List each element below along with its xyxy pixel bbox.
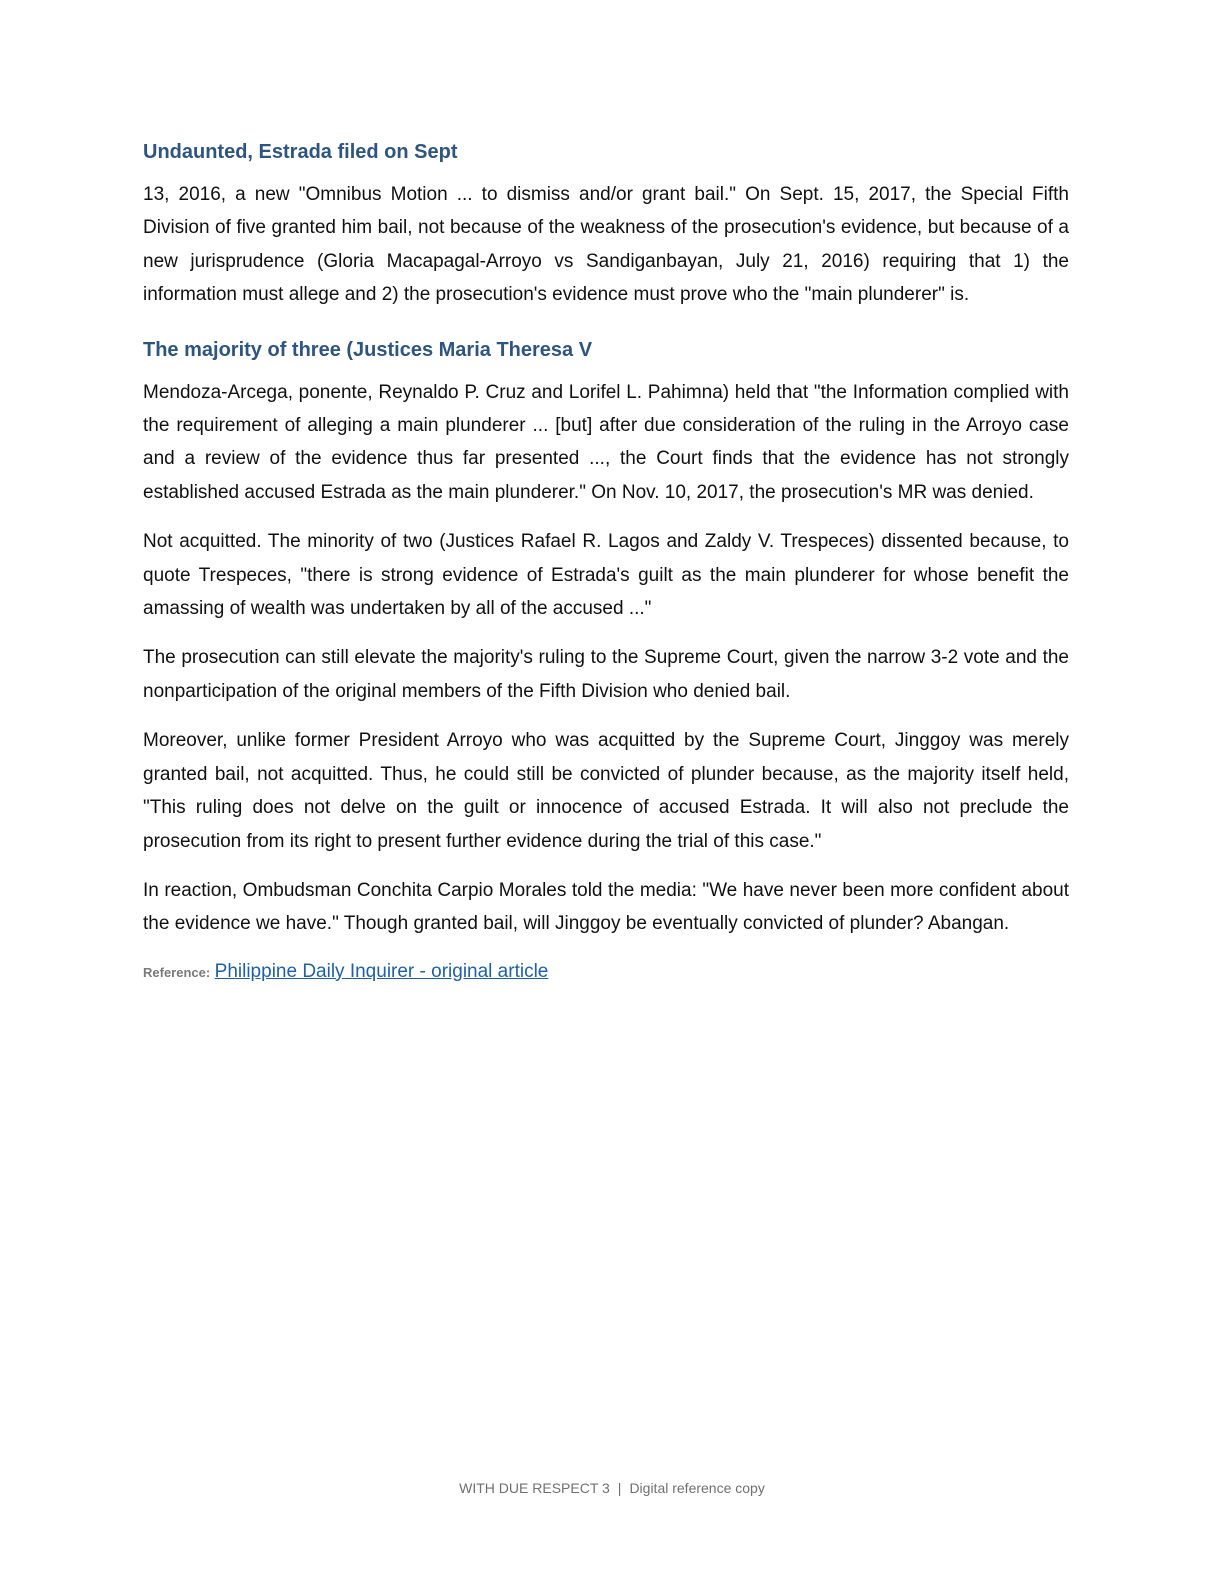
- footer-separator: |: [617, 1480, 622, 1496]
- reference-link[interactable]: Philippine Daily Inquirer - original article: [214, 960, 549, 982]
- reference-line: [143, 957, 1069, 988]
- footer-copy-note: Digital reference copy: [629, 1480, 765, 1496]
- paragraph-majority-ruling: Mendoza-Arcega, ponente, Reynaldo P. Cruz and Lorifel L. Pahimna) held that "the Information complied with the requirement of alleging a main plunderer ... [but] after due consideration of the ruling in the Arroyo case and a review of the evidence thus far presented ..., the Court finds that the evidence has not strongly established accused Estrada as the main plunderer." On Nov. 10, 2017, the prosecution's MR was denied.: [143, 381, 1069, 503]
- page-footer: [0, 1478, 1224, 1498]
- footer-page-label: WITH DUE RESPECT 3: [459, 1480, 610, 1496]
- section-heading-majority-of-three: The majority of three (Justices Maria Theresa V: [143, 338, 593, 361]
- paragraph-not-acquitted: Not acquitted. The minority of two (Justices Rafael R. Lagos and Zaldy V. Trespeces) dissented because, to quote Trespeces, "there is strong evidence of Estrada's guilt as the main plunderer for whose benefit the amassing of wealth was undertaken by all of the accused ...": [143, 531, 1069, 620]
- paragraph-prosecution-elevate: The prosecution can still elevate the majority's ruling to the Supreme Court, given the narrow 3-2 vote and the nonparticipation of the original members of the Fifth Division who denied bail.: [143, 647, 1069, 702]
- paragraph-omnibus-motion: 13, 2016, a new "Omnibus Motion ... to dismiss and/or grant bail." On Sept. 15, 2017, the Special Fifth Division of five granted him bail, not because of the weakness of the prosecution's evidence, but because of a new jurisprudence (Gloria Macapagal-Arroyo vs Sandiganbayan, July 21, 2016) requiring that 1) the information must allege and 2) the prosecution's evidence must prove who the "main plunderer" is.: [143, 184, 1069, 306]
- reference-label: Reference:: [143, 964, 211, 980]
- article-body: [143, 138, 1069, 988]
- paragraph-ombudsman-reaction: In reaction, Ombudsman Conchita Carpio Morales told the media: "We have never been more confident about the evidence we have." Though granted bail, will Jinggoy be eventually convicted of plunder? Abangan.: [143, 879, 1069, 935]
- section-heading-estrada-filed: Undaunted, Estrada filed on Sept: [143, 141, 458, 163]
- paragraph-moreover-arroyo: Moreover, unlike former President Arroyo who was acquitted by the Supreme Court, Jinggoy was merely granted bail, not acquitted. Thus, he could still be convicted of plunder because, as the majority itself held, "This ruling does not delve on the guilt or innocence of accused Estrada. It will also not preclude the prosecution from its right to present further evidence during the trial of this case.": [143, 730, 1069, 852]
